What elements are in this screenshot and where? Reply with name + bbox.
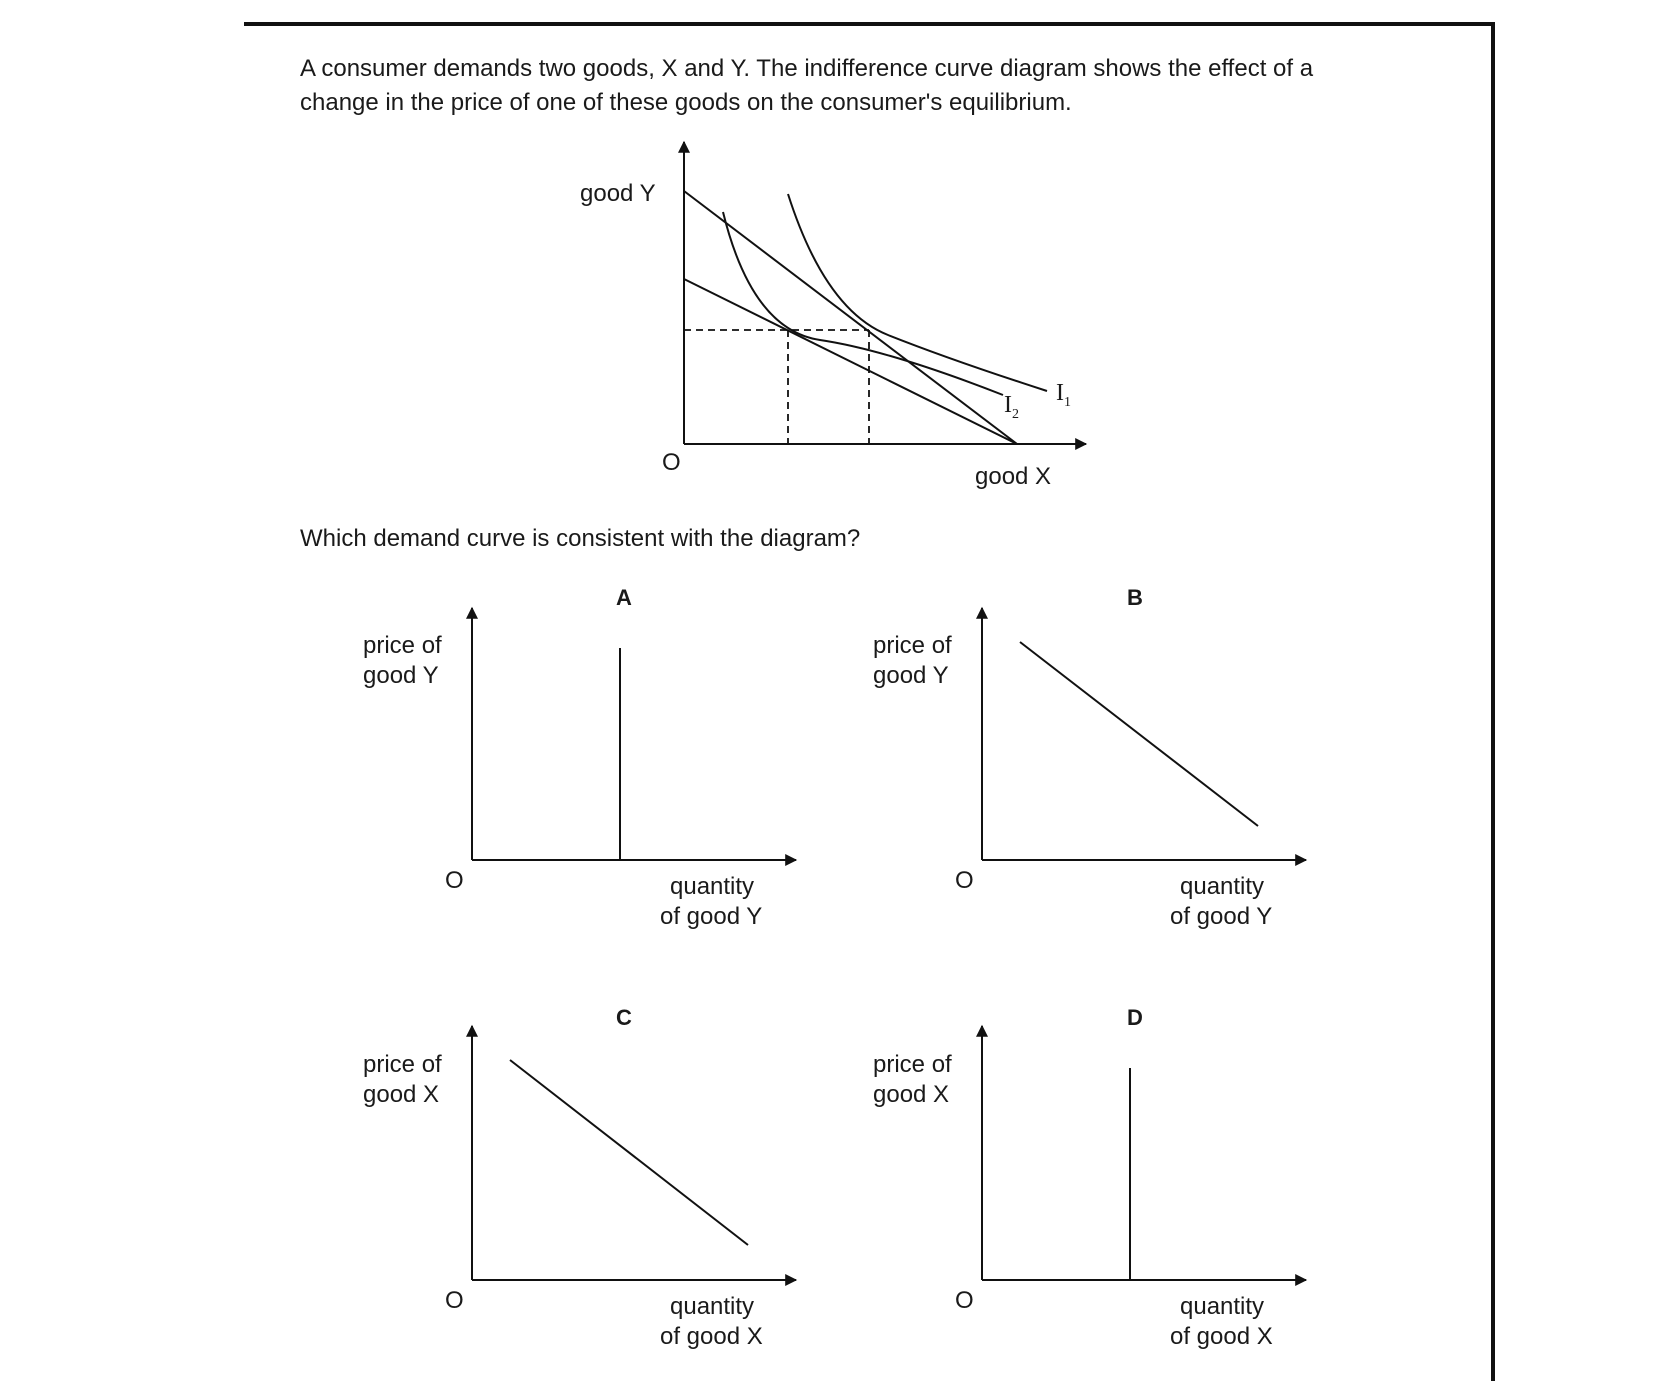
option-a-letter: A xyxy=(616,585,632,610)
option-b-y-label-line1: price of xyxy=(873,632,952,659)
option-a-y-label-line1: price of xyxy=(363,632,442,659)
option-d-y-label-line1: price of xyxy=(873,1051,952,1078)
option-c-x-label-line1: quantity xyxy=(670,1293,755,1320)
option-b-x-label-line2: of good Y xyxy=(1170,903,1273,930)
option-b-origin: O xyxy=(955,867,974,894)
indifference-curve-i1 xyxy=(788,194,1047,391)
option-d-origin: O xyxy=(955,1287,974,1314)
option-c-y-label-line2: good X xyxy=(363,1081,440,1108)
option-d-x-label-line2: of good X xyxy=(1170,1323,1273,1350)
main-origin-label: O xyxy=(662,449,681,476)
option-a-origin: O xyxy=(445,867,464,894)
prompt-text: Which demand curve is consistent with the diagram? xyxy=(300,525,861,552)
indifference-curve-diagram xyxy=(684,142,1086,444)
option-c-origin: O xyxy=(445,1287,464,1314)
option-a-y-label-line2: good Y xyxy=(363,662,439,689)
main-x-axis-label: good X xyxy=(975,463,1052,490)
curve-label-i1-sub: 1 xyxy=(1064,395,1071,410)
main-y-axis-label: good Y xyxy=(580,180,656,207)
option-a-graph xyxy=(363,585,796,930)
budget-line-original xyxy=(684,279,1017,444)
option-b-demand-curve xyxy=(1020,642,1258,826)
option-b-graph xyxy=(873,585,1306,930)
option-a-x-label-line2: of good Y xyxy=(660,903,763,930)
question-line-2: change in the price of one of these goods on the consumer's equilibrium. xyxy=(300,89,1072,116)
curve-label-i1-main: I xyxy=(1056,380,1064,406)
option-b-letter: B xyxy=(1127,585,1143,610)
budget-line-new xyxy=(684,191,1017,444)
option-d-letter: D xyxy=(1127,1005,1143,1030)
question-line-1: A consumer demands two goods, X and Y. The indifference curve diagram shows the effect of a xyxy=(300,55,1314,82)
option-c-letter: C xyxy=(616,1005,632,1030)
curve-label-i2-sub: 2 xyxy=(1012,407,1019,422)
option-c-y-label-line1: price of xyxy=(363,1051,442,1078)
curve-label-i2-main: I xyxy=(1004,392,1012,418)
curve-label-i1 xyxy=(1056,380,1071,410)
option-c-graph xyxy=(363,1005,796,1350)
option-a-x-label-line1: quantity xyxy=(670,873,755,900)
option-d-x-label-line1: quantity xyxy=(1180,1293,1265,1320)
option-d-graph xyxy=(873,1005,1306,1350)
option-b-x-label-line1: quantity xyxy=(1180,873,1265,900)
option-c-x-label-line2: of good X xyxy=(660,1323,763,1350)
option-c-demand-curve xyxy=(510,1060,748,1245)
option-b-y-label-line2: good Y xyxy=(873,662,949,689)
curve-label-i2 xyxy=(1004,392,1019,422)
option-d-y-label-line2: good X xyxy=(873,1081,950,1108)
